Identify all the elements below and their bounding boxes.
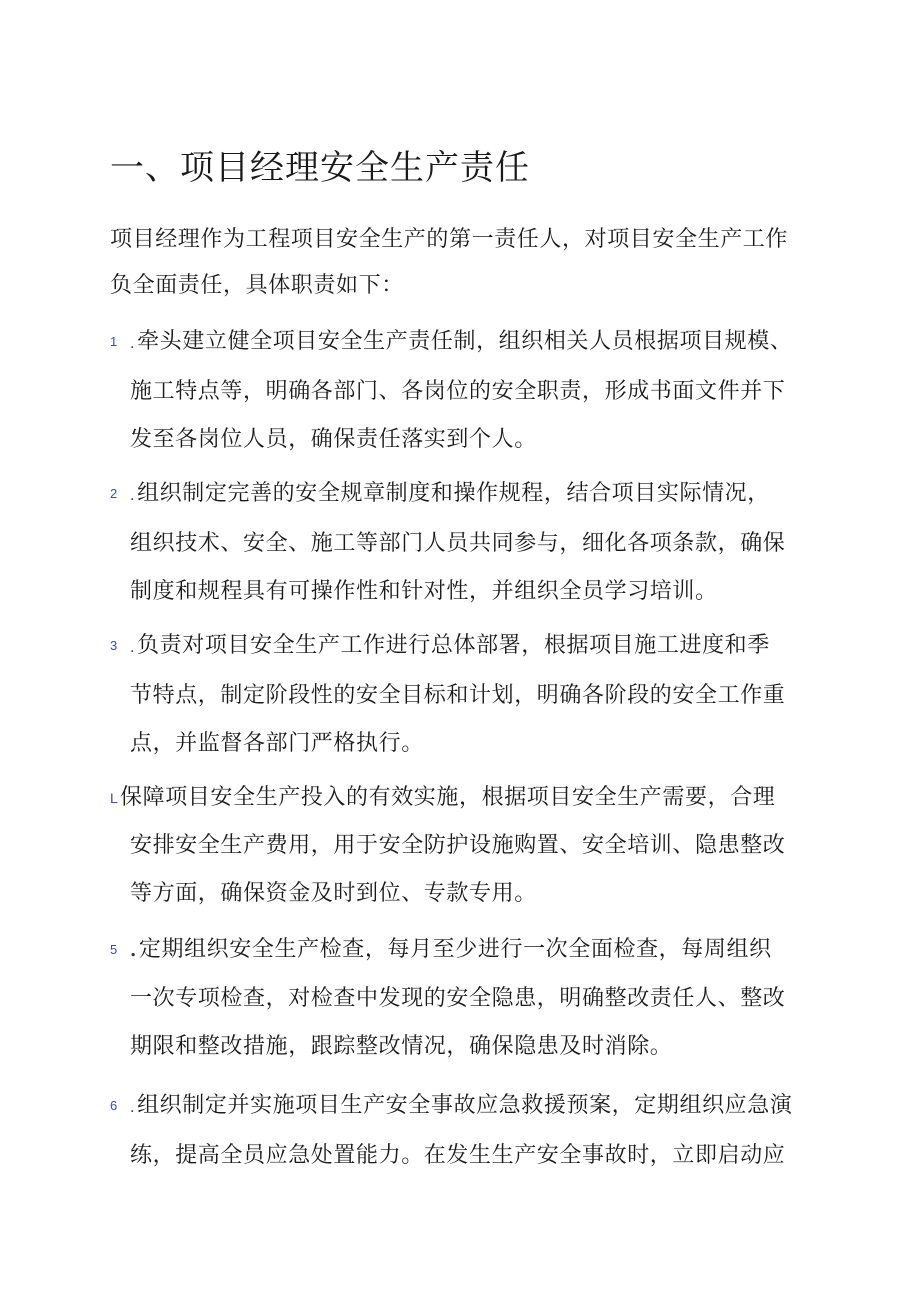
list-dot: . (130, 488, 136, 504)
list-item (110, 318, 810, 464)
list-number: 2 (110, 486, 118, 501)
list-item-text: 保障项目安全生产投入的有效实施，根据项目安全生产需要，合理 (120, 785, 776, 810)
list-item (110, 774, 810, 918)
list-item-text: 组织制定完善的安全规章制度和操作规程，结合项目实际情况， (137, 481, 770, 506)
list-item-text: 牵头建立健全项目安全生产责任制，组织相关人员根据项目规模、 (137, 329, 793, 354)
list-number: 3 (110, 638, 118, 653)
list-item-text: 安排安全生产费用，用于安全防护设施购置、安全培训、隐患整改 (130, 833, 786, 858)
list-item-text: 发至各岗位人员，确保责任落实到个人。 (130, 427, 537, 452)
list-dot: . (130, 640, 136, 656)
list-item-text: 施工特点等，明确各部门、各岗位的安全职责，形成书面文件并下 (130, 379, 786, 404)
list-item-text: 练，提高全员应急处置能力。在发生生产安全事故时，立即启动应 (130, 1143, 786, 1168)
list-item-text: 一次专项检查，对检查中发现的安全隐患，明确整改责任人、整改 (130, 986, 786, 1011)
list-item (110, 470, 810, 616)
list-item-text: 节特点，制定阶段性的安全目标和计划，明确各阶段的安全工作重 (130, 683, 786, 708)
list-item-text: 期限和整改措施，跟踪整改情况，确保隐患及时消除。 (130, 1034, 673, 1059)
intro-line: 项目经理作为工程项目安全生产的第一责任人，对项目安全生产工作 (110, 227, 789, 252)
list-item (110, 926, 810, 1071)
list-item-text: 组织技术、安全、施工等部门人员共同参与，细化各项条款，确保 (130, 531, 786, 556)
intro-paragraph (110, 217, 810, 309)
list-dot: . (130, 336, 136, 352)
list-item-text: 组织制定并实施项目生产安全事故应急救援预案，定期组织应急演 (137, 1093, 793, 1118)
list-item-text: 定期组织安全生产检查，每月至少进行一次全面检查，每周组织 (138, 937, 772, 962)
list-item-text: 制度和规程具有可操作性和针对性，并组织全员学习培训。 (130, 579, 718, 604)
list-number: L (110, 790, 119, 806)
list-number: 1 (110, 334, 118, 349)
list-dot: . (130, 1100, 136, 1116)
list-dot: . (130, 940, 137, 961)
list-item-text: 负责对项目安全生产工作进行总体部署，根据项目施工进度和季 (137, 633, 770, 658)
list-item-text: 等方面，确保资金及时到位、专款专用。 (130, 881, 537, 906)
list-number: 6 (110, 1098, 118, 1113)
list-item (110, 622, 810, 768)
intro-line: 负全面责任，具体职责如下： (110, 273, 404, 298)
list-item (110, 1082, 810, 1180)
section-heading: 一、项目经理安全生产责任 (110, 148, 530, 188)
list-item-text: 点，并监督各部门严格执行。 (130, 731, 424, 756)
list-number: 5 (110, 942, 118, 957)
